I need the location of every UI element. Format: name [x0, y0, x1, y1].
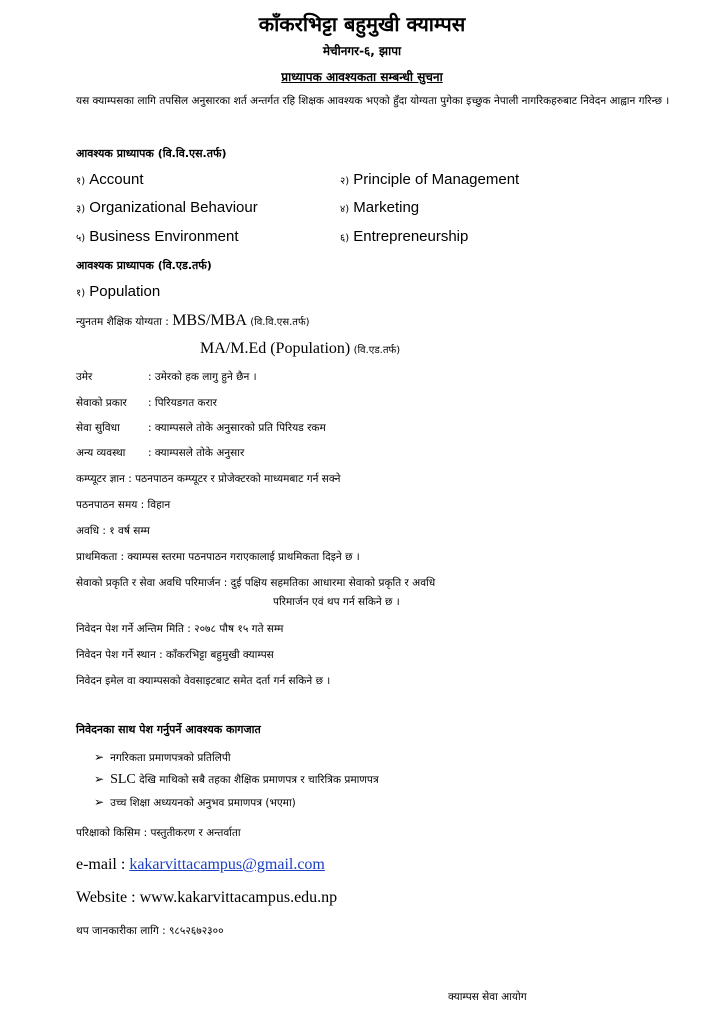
detail-label: अन्य व्यवस्था — [76, 447, 126, 459]
qualification-line — [76, 312, 310, 330]
subject-number: १) — [76, 176, 86, 187]
subject-item — [76, 171, 143, 188]
email-label: e-mail : — [76, 856, 126, 873]
subject-name: Population — [89, 283, 161, 300]
subject-name: Entrepreneurship — [353, 228, 469, 245]
arrow-bullet-icon: ➢ — [94, 750, 105, 764]
subject-item — [76, 283, 160, 300]
detail-value: : पिरियडगत करार — [148, 397, 217, 409]
email-line — [76, 856, 325, 874]
footer-signature: क्याम्पस सेवा आयोग — [448, 991, 527, 1003]
email-link[interactable]: kakarvittacampus@gmail.com — [129, 856, 325, 873]
subject-name: Account — [89, 171, 144, 188]
detail-row — [76, 370, 257, 384]
qualification-label: न्युनतम शैक्षिक योग्यता : — [76, 316, 169, 328]
website-url[interactable]: www.kakarvittacampus.edu.np — [139, 889, 338, 906]
deadline: निवेदन पेश गर्ने अन्तिम मिति : २०७८ पौष १५ गते सम्म — [76, 623, 284, 635]
document-prefix: SLC — [110, 772, 136, 787]
document-text: देखि माथिको सबै तहका शैक्षिक प्रमाणपत्र र चारित्रिक प्रमाणपत्र — [135, 774, 379, 786]
bbs-heading: आवश्यक प्राध्यापक (वि.वि.एस.तर्फ) — [76, 147, 227, 160]
detail-label: उमेर — [76, 371, 93, 383]
subject-number: ४) — [340, 204, 350, 215]
document-text: उच्च शिक्षा अध्ययनको अनुभव प्रमाणपत्र (भएमा) — [110, 797, 296, 809]
qualification-value: MBS/MBA — [172, 312, 247, 329]
subject-name: Business Environment — [89, 228, 239, 245]
detail-row — [76, 396, 217, 410]
campus-title: काँकरभिट्टा बहुमुखी क्याम्पस — [258, 12, 466, 36]
website-label: Website : — [76, 889, 136, 906]
detail-label: सेवा सुविधा — [76, 422, 120, 434]
subject-number: ३) — [76, 204, 86, 215]
qualification-value: MA/M.Ed (Population) — [200, 340, 351, 357]
subject-name: Organizational Behaviour — [89, 199, 258, 216]
arrow-bullet-icon: ➢ — [94, 772, 105, 786]
online-submission: निवेदन इमेल वा क्याम्पसको वेवसाइटबाट समेत दर्ता गर्न सकिने छ । — [76, 675, 331, 687]
documents-heading: निवेदनका साथ पेश गर्नुपर्ने आवश्यक कागजात — [76, 723, 261, 736]
bed-heading: आवश्यक प्राध्यापक (वि.एड.तर्फ) — [76, 259, 212, 272]
priority: प्राथमिकता : क्याम्पस स्तरमा पठनपाठन गराएकालाई प्राथमिकता दिइने छ । — [76, 551, 360, 563]
arrow-bullet-icon: ➢ — [94, 795, 105, 809]
subject-number: २) — [340, 176, 350, 187]
qualification-line-2 — [200, 340, 400, 358]
subject-number: ५) — [76, 233, 86, 244]
intro-paragraph: यस क्याम्पसका लागि तपसिल अनुसारका शर्त अन्तर्गत रहि शिक्षक आवश्यक भएको हुँदा योग्यता पुगेका इच्छुक नेपाली नागरिकहरुबाट निवेदन आह्वान गरिन्छ । — [76, 95, 670, 107]
exam-type: परिक्षाको किसिम : पस्तुतीकरण र अन्तर्वाता — [76, 827, 241, 839]
subject-number: ६) — [340, 233, 350, 244]
notice-title: प्राध्यापक आवश्यकता सम्बन्धी सुचना — [281, 70, 443, 84]
subject-name: Marketing — [353, 199, 420, 216]
duration: अवधि : १ वर्ष सम्म — [76, 525, 150, 537]
subject-item — [340, 199, 419, 216]
campus-address: मेचीनगर-६, झापा — [322, 44, 402, 58]
detail-value: : क्याम्पसले तोके अनुसारको प्रति पिरियड रकम — [148, 422, 326, 434]
service-review-cont: परिमार्जन एवं थप गर्न सकिने छ । — [273, 596, 400, 608]
subject-item — [76, 228, 239, 245]
submission-place: निवेदन पेश गर्ने स्थान : काँकरभिट्टा बहुमुखी क्याम्पस — [76, 649, 274, 661]
subject-item — [76, 199, 258, 216]
phone-line: थप जानकारीका लागि : ९८५२६७२३०० — [76, 925, 224, 937]
subject-number: १) — [76, 288, 86, 299]
teaching-time: पठनपाठन समय : विहान — [76, 499, 171, 511]
computer-knowledge: कम्प्यूटर ज्ञान : पठनपाठन कम्प्यूटर र प्रोजेक्टरको माध्यमबाट गर्न सक्ने — [76, 473, 341, 485]
subject-name: Principle of Management — [353, 171, 520, 188]
subject-item — [340, 171, 519, 188]
service-review: सेवाको प्रकृति र सेवा अवधि परिमार्जन : दुई पक्षिय सहमतिका आधारमा सेवाको प्रकृति र अवधि — [76, 577, 436, 589]
subject-item — [340, 228, 468, 245]
document-item — [94, 795, 296, 810]
detail-label: सेवाको प्रकार — [76, 397, 127, 409]
document-item — [94, 772, 379, 788]
detail-row — [76, 446, 244, 460]
document-item — [94, 750, 231, 765]
qualification-note: (वि.वि.एस.तर्फ) — [250, 317, 310, 328]
detail-value: : क्याम्पसले तोके अनुसार — [148, 447, 245, 459]
document-text: नगरिकता प्रमाणपत्रको प्रतिलिपी — [110, 752, 231, 764]
qualification-note: (वि.एड.तर्फ) — [353, 345, 401, 356]
website-line — [76, 889, 337, 907]
detail-row — [76, 421, 326, 435]
detail-value: : उमेरको हक लागु हुने छैन । — [148, 371, 257, 383]
